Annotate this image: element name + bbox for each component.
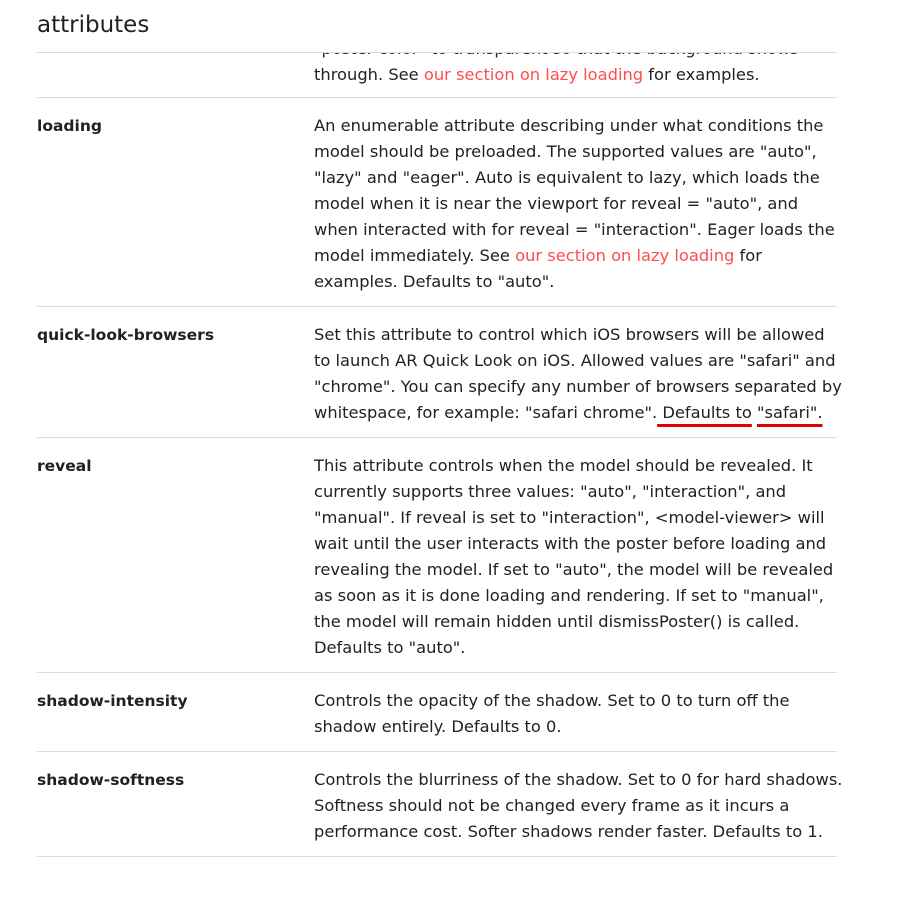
clipped-prefix: through. See — [314, 65, 424, 84]
title-divider — [37, 52, 837, 53]
attribute-description: Controls the blurriness of the shadow. Set to 0 for hard shadows. Softness should not be changed every frame as it incurs a performance cost. Softer shadows render faster. Defaults to 1. — [314, 770, 843, 841]
description-text: An enumerable attribute describing under what conditions the model should be preloaded. The supported values are "auto", "lazy" and "eager". Auto is equivalent to lazy, which loads the model when it is near the viewport for reveal = "auto", and when interacted with for reveal = "interaction". Eager loads the model immediately. See — [314, 116, 835, 265]
attribute-name: loading — [37, 117, 102, 135]
table-row-shadow-intensity — [37, 672, 837, 751]
attribute-description: Controls the opacity of the shadow. Set to 0 to turn off the shadow entirely. Defaults to 0. — [314, 691, 790, 736]
underlined-default-value: "safari". — [757, 403, 823, 422]
table-row-quick-look-browsers — [37, 306, 842, 437]
clipped-suffix: for examples. — [643, 65, 760, 84]
table-row-shadow-softness — [37, 751, 843, 857]
attribute-name: shadow-intensity — [37, 692, 188, 710]
description-text-end: for examples. Defaults to "auto". — [314, 246, 762, 291]
underlined-default-text: Defaults to — [657, 403, 752, 422]
lazy-loading-link[interactable]: our section on lazy loading — [515, 246, 735, 265]
clipped-line-2 — [314, 62, 844, 88]
section-title: attributes — [37, 12, 150, 38]
attribute-name: reveal — [37, 457, 92, 475]
attribute-description: This attribute controls when the model should be revealed. It currently supports three values: "auto", "interaction", and "manual". If reveal is set to "interaction", <model-viewer> will wait until the user interacts with the poster before loading and revealing the model. If set to "auto", the model will be revealed as soon as it is done loading and rendering. If set to "manual", the model will remain hidden until dismissPoster() is called. Defaults to "auto". — [314, 456, 834, 657]
lazy-loading-link[interactable]: our section on lazy loading — [423, 65, 644, 84]
attribute-name: quick-look-browsers — [37, 326, 215, 344]
table-row-loading — [37, 97, 837, 306]
attributes-table — [37, 97, 843, 857]
description-text: Set this attribute to control which iOS browsers will be allowed to launch AR Quick Look on iOS. Allowed values are "safari" and "chrome". You can specify any number of browsers separated by whitespace, for example: "safari chrome". — [314, 325, 842, 422]
attribute-description — [314, 322, 844, 426]
table-row-reveal — [37, 437, 837, 672]
attribute-name: shadow-softness — [37, 771, 185, 789]
attribute-description — [314, 113, 844, 295]
